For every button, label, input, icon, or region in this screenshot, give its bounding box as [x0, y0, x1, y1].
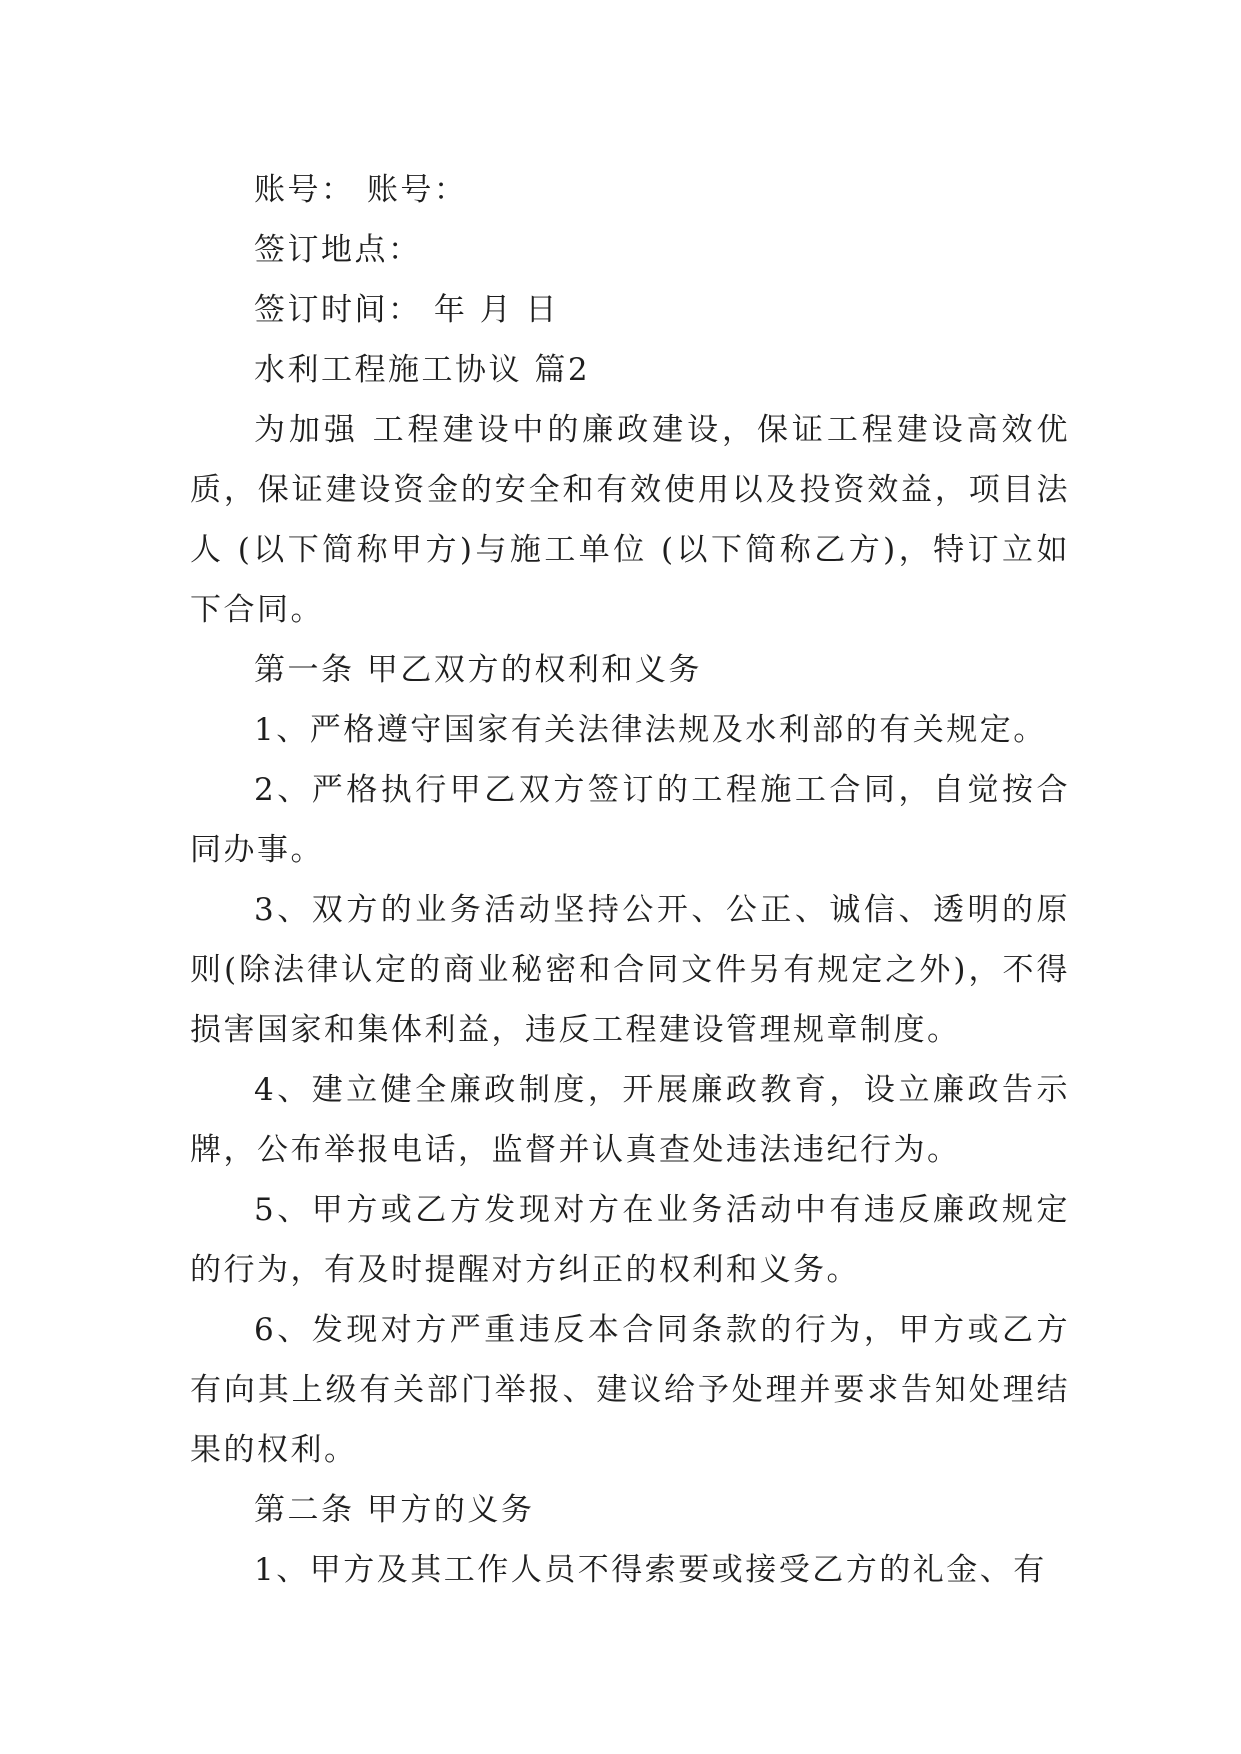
article1-item: 6、发现对方严重违反本合同条款的行为，甲方或乙方有向其上级有关部门举报、建议给予处理并要求告知处理结果的权利。: [190, 1312, 1070, 1468]
article1-item: 4、建立健全廉政制度，开展廉政教育，设立廉政告示牌，公布举报电话，监督并认真查处违法违纪行为。: [190, 1072, 1070, 1168]
article1-item: 5、甲方或乙方发现对方在业务活动中有违反廉政规定的行为，有及时提醒对方纠正的权利和义务。: [190, 1192, 1070, 1288]
section-title: 水利工程施工协议 篇2: [254, 352, 591, 388]
intro-paragraph: 为加强 工程建设中的廉政建设，保证工程建设高效优质，保证建设资金的安全和有效使用以及投资效益，项目法人 (以下简称甲方)与施工单位 (以下简称乙方)，特订立如下合同。: [190, 412, 1070, 628]
article1-item: 3、双方的业务活动坚持公开、公正、诚信、透明的原则(除法律认定的商业秘密和合同文件另有规定之外)，不得损害国家和集体利益，违反工程建设管理规章制度。: [190, 892, 1070, 1048]
sign-time-line: 签订时间： 年 月 日: [254, 292, 560, 328]
article2-heading: 第二条 甲方的义务: [254, 1492, 535, 1528]
sign-place-line: 签订地点：: [254, 232, 422, 268]
article2-item: 1、甲方及其工作人员不得索要或接受乙方的礼金、有: [254, 1552, 1047, 1588]
account-line: 账号： 账号：: [254, 172, 468, 208]
document-body: [190, 160, 1070, 1600]
article1-heading: 第一条 甲乙双方的权利和义务: [254, 652, 702, 688]
article1-item: 1、严格遵守国家有关法律法规及水利部的有关规定。: [254, 712, 1047, 748]
article1-item: 2、严格执行甲乙双方签订的工程施工合同，自觉按合同办事。: [190, 772, 1070, 868]
